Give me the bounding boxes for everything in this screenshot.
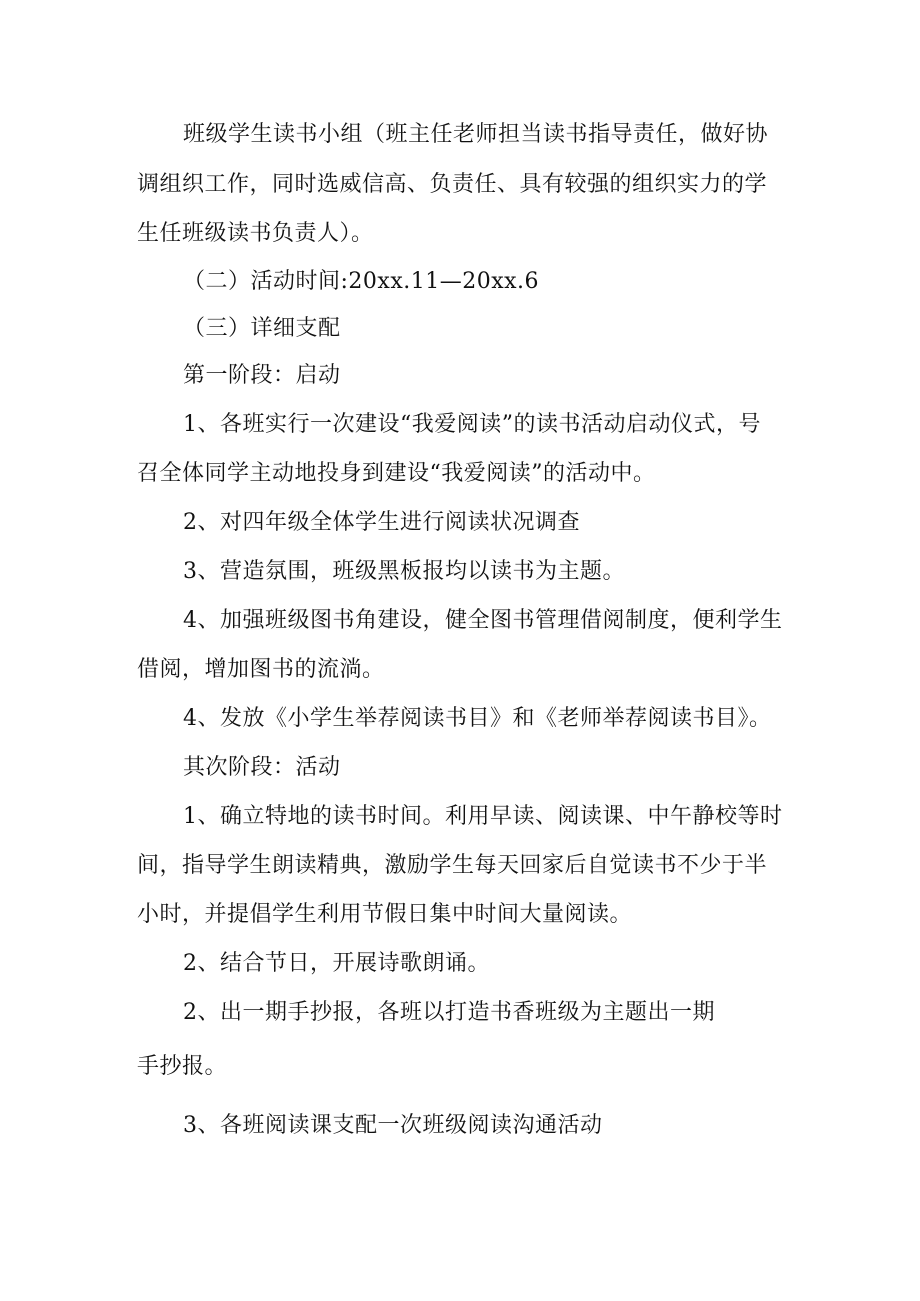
- paragraph-line: 班级学生读书小组（班主任老师担当读书指导责任，做好协: [183, 122, 769, 147]
- section-heading: （二）活动时间:20xx.11—20xx.6: [183, 269, 540, 294]
- paragraph-line: 调组织工作，同时选威信高、负责任、具有较强的组织实力的学: [137, 172, 768, 197]
- list-item-line: 借阅，增加图书的流淌。: [137, 657, 385, 682]
- list-item-line: 1、确立特地的读书时间。利用早读、阅读课、中午静校等时: [183, 804, 783, 829]
- list-item-line: 小时，并提倡学生利用节假日集中时间大量阅读。: [137, 902, 633, 927]
- list-item-line: 3、营造氛围，班级黑板报均以读书为主题。: [183, 559, 625, 584]
- stage-heading: 其次阶段：活动: [183, 755, 341, 780]
- paragraph-line: 生任班级读书负责人）。: [137, 221, 374, 246]
- list-item-line: 3、各班阅读课支配一次班级阅读沟通活动: [183, 1113, 603, 1138]
- list-item-line: 召全体同学主动地投身到建设“我爱阅读”的活动中。: [137, 461, 656, 486]
- list-item-line: 4、加强班级图书角建设，健全图书管理借阅制度，便利学生: [183, 608, 783, 633]
- stage-heading: 第一阶段：启动: [183, 363, 341, 388]
- list-item-line: 4、发放《小学生举荐阅读书目》和《老师举荐阅读书目》。: [183, 706, 772, 731]
- list-item-line: 2、对四年级全体学生进行阅读状况调查: [183, 510, 580, 535]
- list-item-line: 2、结合节日，开展诗歌朗诵。: [183, 951, 490, 976]
- list-item-line: 1、各班实行一次建设“我爱阅读”的读书活动启动仪式，号: [183, 412, 761, 437]
- section-heading: （三）详细支配: [183, 316, 341, 341]
- list-item-line: 手抄报。: [137, 1054, 228, 1079]
- list-item-line: 2、出一期手抄报，各班以打造书香班级为主题出一期: [183, 1000, 715, 1025]
- list-item-line: 间，指导学生朗读精典，激励学生每天回家后自觉读书不少于半: [137, 853, 768, 878]
